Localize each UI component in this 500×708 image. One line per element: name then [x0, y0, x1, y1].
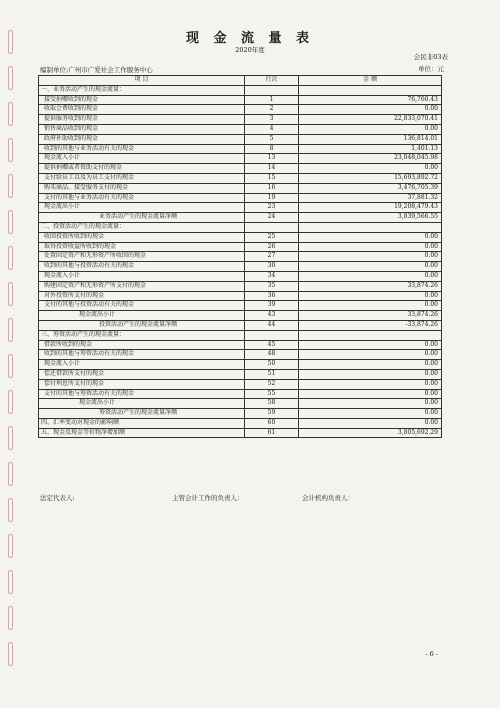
row-line-number: 34 — [245, 271, 299, 281]
row-item-label: 收到的其他与投资活动有关的现金 — [39, 262, 245, 272]
row-line-number: 51 — [245, 369, 299, 379]
table-row — [39, 173, 442, 183]
report-year: 2020年度 — [235, 46, 265, 54]
row-item-label: 现金流入小计 — [39, 271, 245, 281]
row-line-number — [245, 85, 299, 95]
row-line-number: 43 — [245, 311, 299, 321]
row-item-label: 投资活动产生的现金流量净额 — [39, 320, 245, 330]
row-item-label: 政府补助收到的现金 — [39, 134, 245, 144]
legal-representative-label: 法定代表人: — [40, 494, 75, 502]
row-line-number — [245, 222, 299, 232]
table-row — [39, 144, 442, 154]
table-row — [39, 320, 442, 330]
row-item-label: 购建固定资产和无形资产所支付的现金 — [39, 281, 245, 291]
row-item-label: 业务活动产生的现金流量净额 — [39, 213, 245, 223]
row-line-number: 55 — [245, 389, 299, 399]
table-row — [39, 242, 442, 252]
row-amount: 0.00 — [299, 124, 442, 134]
row-amount: 0.00 — [299, 252, 442, 262]
table-row — [39, 291, 442, 301]
row-line-number: 15 — [245, 173, 299, 183]
row-line-number: 1 — [245, 95, 299, 105]
row-amount: 1,401.13 — [299, 144, 442, 154]
row-amount: 0.00 — [299, 271, 442, 281]
row-item-label: 二、投资活动产生的现金流量： — [39, 222, 245, 232]
row-item-label: 现金流入小计 — [39, 154, 245, 164]
row-amount: 22,833,070.41 — [299, 115, 442, 125]
table-row — [39, 115, 442, 125]
row-item-label: 处置固定资产和无形资产所收回的现金 — [39, 252, 245, 262]
row-item-label: 提供捐赠或者资助支付的现金 — [39, 164, 245, 174]
row-item-label: 筹资活动产生的现金流量净额 — [39, 409, 245, 419]
table-row — [39, 203, 442, 213]
row-amount: 0.00 — [299, 105, 442, 115]
table-header-row — [39, 76, 442, 86]
row-item-label: 现金流出小计 — [39, 311, 245, 321]
row-amount: 23,048,045.98 — [299, 154, 442, 164]
table-row — [39, 252, 442, 262]
row-item-label: 收到的其他与业务活动有关的现金 — [39, 144, 245, 154]
form-number: 会民非03表 — [413, 53, 448, 61]
row-line-number: 35 — [245, 281, 299, 291]
table-row — [39, 399, 442, 409]
row-line-number: 14 — [245, 164, 299, 174]
row-line-number: 39 — [245, 301, 299, 311]
row-amount: 0.00 — [299, 360, 442, 370]
row-amount: 0.00 — [299, 389, 442, 399]
row-item-label: 偿还借款所支付的现金 — [39, 369, 245, 379]
table-row — [39, 183, 442, 193]
reporting-organization: 编制单位:广州市广爱社会工作服务中心 — [40, 66, 153, 74]
row-item-label: 销售商品收到的现金 — [39, 124, 245, 134]
row-amount: 0.00 — [299, 379, 442, 389]
table-row — [39, 369, 442, 379]
row-item-label: 接受捐赠收到的现金 — [39, 95, 245, 105]
row-line-number: 27 — [245, 252, 299, 262]
table-row — [39, 222, 442, 232]
row-line-number: 23 — [245, 203, 299, 213]
row-line-number: 48 — [245, 350, 299, 360]
row-amount: 3,476,705.39 — [299, 183, 442, 193]
table-row — [39, 330, 442, 340]
row-amount: 33,874.26 — [299, 281, 442, 291]
table-row — [39, 281, 442, 291]
document-title: 现 金 流 量 表 — [185, 31, 315, 46]
table-row — [39, 164, 442, 174]
row-line-number: 24 — [245, 213, 299, 223]
row-line-number: 50 — [245, 360, 299, 370]
column-header-amount: 金 额 — [299, 76, 442, 86]
row-item-label: 现金流入小计 — [39, 360, 245, 370]
table-row — [39, 213, 442, 223]
row-item-label: 取得投资收益所收到的现金 — [39, 242, 245, 252]
row-item-label: 购买商品、接受服务支付的现金 — [39, 183, 245, 193]
row-amount: 136,814.01 — [299, 134, 442, 144]
row-amount: 3,839,566.55 — [299, 213, 442, 223]
table-row — [39, 311, 442, 321]
row-item-label: 一、业务活动产生的现金流量： — [39, 85, 245, 95]
row-amount — [299, 330, 442, 340]
row-line-number: 36 — [245, 291, 299, 301]
row-line-number: 3 — [245, 115, 299, 125]
row-amount: 0.00 — [299, 242, 442, 252]
row-item-label: 四、汇率变动对现金的影响额 — [39, 418, 245, 428]
row-amount: 0.00 — [299, 301, 442, 311]
table-row — [39, 379, 442, 389]
row-amount: -33,874.26 — [299, 320, 442, 330]
accounting-head-label: 主管会计工作的负责人： — [172, 494, 244, 502]
row-line-number: 8 — [245, 144, 299, 154]
row-item-label: 收回投资所收到的现金 — [39, 232, 245, 242]
table-row — [39, 95, 442, 105]
row-line-number: 4 — [245, 124, 299, 134]
row-amount: 0.00 — [299, 418, 442, 428]
row-line-number: 52 — [245, 379, 299, 389]
table-row — [39, 85, 442, 95]
row-amount: 0.00 — [299, 262, 442, 272]
row-item-label: 收到的其他与筹资活动有关的现金 — [39, 350, 245, 360]
row-item-label: 现金流出小计 — [39, 399, 245, 409]
cash-flow-table — [38, 75, 442, 438]
table-row — [39, 301, 442, 311]
row-amount: 37,881.32 — [299, 193, 442, 203]
row-item-label: 支付的其他与业务活动有关的现金 — [39, 193, 245, 203]
table-row — [39, 232, 442, 242]
row-line-number: 45 — [245, 340, 299, 350]
table-row — [39, 409, 442, 419]
table-row — [39, 340, 442, 350]
page-number: - 6 - — [425, 650, 438, 658]
row-amount: 0.00 — [299, 409, 442, 419]
table-row — [39, 154, 442, 164]
table-row — [39, 262, 442, 272]
row-amount — [299, 85, 442, 95]
row-item-label: 借款所收到的现金 — [39, 340, 245, 350]
row-line-number: 26 — [245, 242, 299, 252]
row-line-number: 5 — [245, 134, 299, 144]
row-item-label: 偿付利息所支付的现金 — [39, 379, 245, 389]
row-item-label: 五、现金及现金等价物净增加额 — [39, 428, 245, 438]
row-line-number: 16 — [245, 183, 299, 193]
table-row — [39, 428, 442, 438]
row-line-number: 44 — [245, 320, 299, 330]
row-item-label: 提供服务收到的现金 — [39, 115, 245, 125]
row-amount: 3,805,692.29 — [299, 428, 442, 438]
column-header-line: 行次 — [245, 76, 299, 86]
row-item-label: 对外投资所支付的现金 — [39, 291, 245, 301]
table-row — [39, 271, 442, 281]
table-row — [39, 124, 442, 134]
row-amount: 0.00 — [299, 291, 442, 301]
row-amount: 15,693,892.72 — [299, 173, 442, 183]
table-row — [39, 134, 442, 144]
row-amount: 0.00 — [299, 399, 442, 409]
table-row — [39, 105, 442, 115]
row-item-label: 支付的其他与投资活动有关的现金 — [39, 301, 245, 311]
row-amount — [299, 222, 442, 232]
row-line-number: 2 — [245, 105, 299, 115]
row-line-number: 59 — [245, 409, 299, 419]
row-line-number: 25 — [245, 232, 299, 242]
row-item-label: 支付的其他与筹资活动有关的现金 — [39, 389, 245, 399]
row-item-label: 三、筹资活动产生的现金流量： — [39, 330, 245, 340]
row-line-number: 61 — [245, 428, 299, 438]
table-row — [39, 418, 442, 428]
table-row — [39, 389, 442, 399]
row-item-label: 支付给员工以及为员工支付的现金 — [39, 173, 245, 183]
currency-unit: 单位：元 — [418, 65, 444, 73]
binding-holes — [8, 0, 18, 708]
row-amount: 19,208,479.43 — [299, 203, 442, 213]
row-line-number: 58 — [245, 399, 299, 409]
accounting-org-head-label: 会计机构负责人： — [302, 494, 354, 502]
row-amount: 0.00 — [299, 232, 442, 242]
row-line-number: 13 — [245, 154, 299, 164]
row-amount: 0.00 — [299, 164, 442, 174]
table-row — [39, 350, 442, 360]
row-amount: 0.00 — [299, 350, 442, 360]
table-row — [39, 193, 442, 203]
row-amount: 76,760.43 — [299, 95, 442, 105]
row-line-number: 30 — [245, 262, 299, 272]
column-header-item: 项 目 — [39, 76, 245, 86]
row-amount: 33,874.26 — [299, 311, 442, 321]
row-line-number: 60 — [245, 418, 299, 428]
row-line-number: 19 — [245, 193, 299, 203]
row-item-label: 收取会费收到的现金 — [39, 105, 245, 115]
row-amount: 0.00 — [299, 369, 442, 379]
row-line-number — [245, 330, 299, 340]
table-row — [39, 360, 442, 370]
row-amount: 0.00 — [299, 340, 442, 350]
row-item-label: 现金流出小计 — [39, 203, 245, 213]
